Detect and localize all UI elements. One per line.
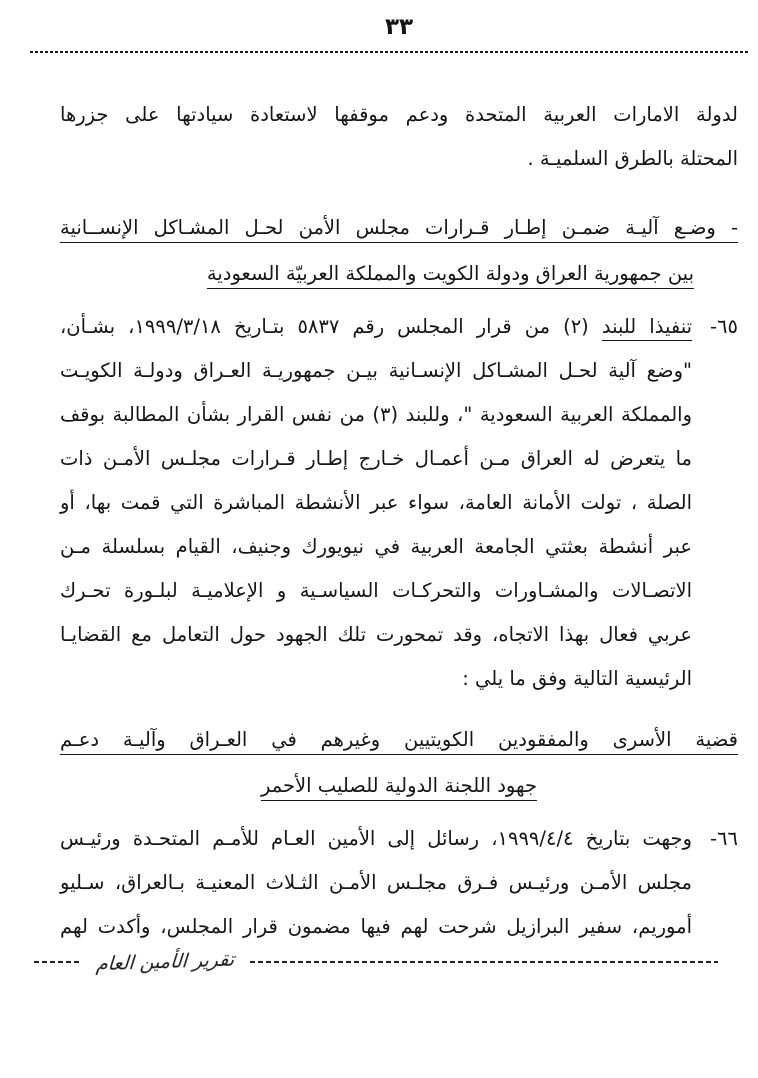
underlined-phrase: تنفيذا للبند: [601, 315, 693, 338]
section2-title: [60, 717, 738, 809]
item-number: ٦٥-: [710, 315, 738, 338]
item-number: ٦٦-: [710, 827, 738, 850]
text-line: [60, 305, 692, 349]
page-footer: [34, 950, 718, 974]
intro-paragraph: [60, 93, 738, 181]
footer-left-dash: [34, 961, 80, 963]
item-body: [60, 305, 692, 701]
text-line: الرئيسية التالية وفق ما يلي :: [462, 667, 692, 690]
text-line: وجهت بتاريخ ١٩٩٩/٤/٤، رسائل إلى الأمين العـام للأمـم المتحـدة ورئيـس: [60, 827, 692, 850]
text-line: أموريم، سفير البرازيل شرحت لهم فيها مضمون قرار المجلس، وأكدت لهم: [60, 915, 692, 938]
header-rule: [30, 50, 748, 53]
item-body-lines: [60, 349, 692, 657]
text-line: الاتصـالات والمشـاورات والتحركـات السياسـية و الإعلاميـة لبلـورة تحـرك: [60, 579, 692, 602]
text-line: المحتلة بالطرق السلميـة .: [527, 147, 738, 170]
footer-handwritten-note: تقرير الأمين العام: [95, 948, 235, 976]
section-title-line: - وضـع آليـة ضمـن إطـار قـرارات مجلس الأمن لحـل المشـاكل الإنســانية: [60, 216, 738, 239]
text-line: مجلس الأمـن ورئيـس فـرق مجلـس الأمـن الثـلاث المعنيـة بـالعراق، سـليو: [60, 871, 692, 894]
footer-rule: [250, 961, 718, 963]
text-run: (٢) من قرار المجلس رقم ٥٨٣٧ بتـاريخ ١٩٩٩/٣/١٨، بشـأن،: [60, 315, 602, 338]
item-body-lines: [60, 817, 692, 949]
section-title-line: جهود اللجنة الدولية للصليب الأحمر: [260, 774, 538, 797]
item-65: [60, 305, 738, 701]
text-line: لدولة الامارات العربية المتحدة ودعم موقفها لاستعادة سيادتها على جزرها: [60, 103, 738, 126]
text-line: ما يتعرض له العراق مـن أعمـال خـارج إطـار قـرارات مجلـس الأمـن ذات: [60, 447, 692, 470]
text-line: الصلة ، تولت الأمانة العامة، سواء عبر الأنشطة المباشرة التي قمت بها، أو: [60, 491, 692, 514]
section-title-line: بين جمهورية العراق ودولة الكويت والمملكة العربيّة السعودية: [206, 262, 694, 285]
item-body: [60, 817, 692, 949]
page-number: ٣٣: [384, 14, 414, 40]
section1-title: [60, 205, 738, 297]
text-line: عربي فعال بهذا الاتجاه، وقد تمحورت تلك الجهود حول التعامل مع القضايـا: [60, 623, 692, 646]
text-line: "وضع آلية لحـل المشـاكل الإنسـانية بيـن جمهوريـة العـراق ودولـة الكويـت: [60, 359, 692, 382]
section-title-line: قضية الأسرى والمفقودين الكويتيين وغيرهم في العـراق وآليـة دعـم: [60, 728, 738, 751]
text-line: والمملكة العربية السعودية "، وللبند (٣) من نفس القرار بشأن المطالبة بوقف: [60, 403, 693, 426]
text-line: عبر أنشطة بعثتي الجامعة العربية في نيويورك وجنيف، القيام بسلسلة مـن: [60, 535, 692, 558]
item-66: [60, 817, 738, 949]
